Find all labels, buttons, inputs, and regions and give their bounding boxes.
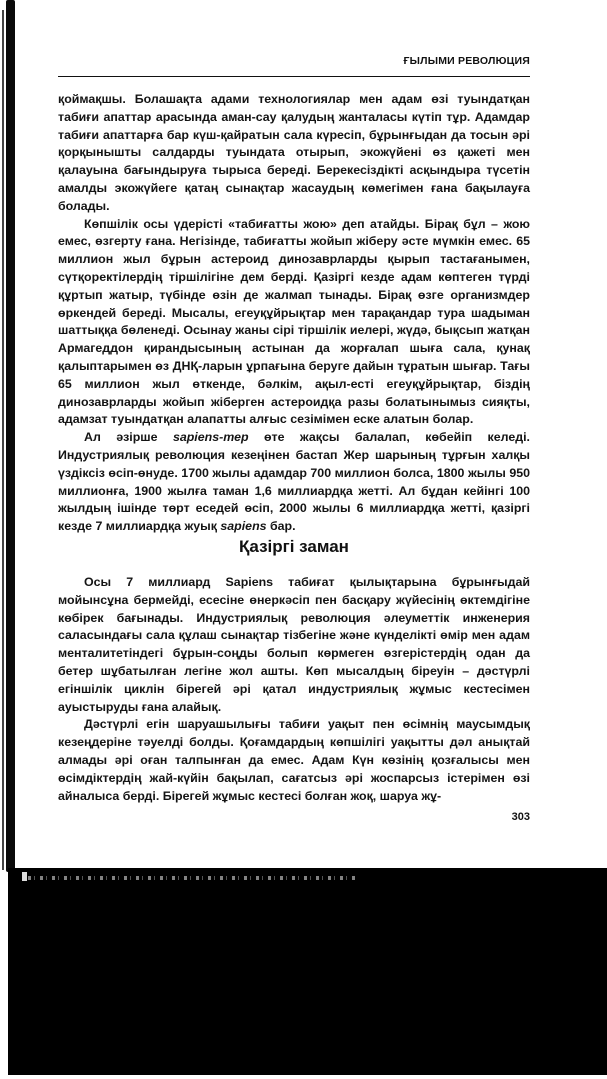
- header-rule: [58, 76, 530, 77]
- paragraph-2: Көпшілік осы үдерісті «табиғатты жою» деп атайды. Бірақ бұл – жою емес, өзгерту ғана. Негізінде, табиғатты жойып жіберу әсте мүмкін емес. 65 миллион жыл бұрын астероид динозаврларды қырып тастағанымен, сүтқоректілердің тіршілігіне дем берді. Қазіргі кезде адам көптеген түрді құртып жатыр, түбінде өзін де жалмап тынады. Бірақ өзге организмдер өркендей береді. Мысалы, егеуқұйрықтар мен тарақандар тура шадыман шаттыққа бөленеді. Осынау жаны сірі тіршілік иелері, жүдә, бықсып жатқан Армагеддон қирандысының астынан да жорғалап шыға сала, қунақ қалыптарымен өз ДНҚ-ларын ұрпағына беруге дайын тұратын шығар. Тағы 65 миллион жыл өткенде, бәлкім, ақыл-есті егеуқұйрықтар, біздің динозаврларды жойып жіберген астероидқа разы болатынымыз сияқты, адамзат туындатқан алапатты алғыс сезімімен еске алатын болар.: [58, 216, 530, 427]
- text-span: Ал әзірше: [84, 430, 173, 445]
- scan-artifact-mark: [22, 872, 27, 881]
- running-head: ҒЫЛЫМИ РЕВОЛЮЦИЯ: [403, 55, 530, 67]
- body-block-2: [58, 574, 530, 805]
- paragraph-5: Дәстүрлі егін шаруашылығы табиғи уақыт пен өсімнің маусымдық кезеңдеріне тәуелді болды. Қоғамдардың көпшілігі уақытты дәл анықтай алмады әрі оған талпынған да емес. Адам Күн көзінің қозғалысы мен өсімдіктердің жай-күйін бақылап, сағатсыз әрі жоспарсыз істерімен өзі айналыса берді. Бірегей жұмыс кестесі болған жоқ, шаруа жұ-: [58, 717, 530, 803]
- paragraph-1: қоймақшы. Болашақта адами технологиялар мен адам өзі туындатқан табиғи апаттар арасында аман-сау қалудың жанталасы күтіп тұр. Адамдар табиғи апаттарға бар күш-қайратын сала күресіп, бұрынғыдан да тосын әрі қорқынышты салдарды туындата отырып, экожүйені өз қажеті мен қалауына бағындыруға тырыса береді. Берекесіздікті асқындыра түсетін амалды экожүйеге қатаң сынақтар жасаудың көмегімен ғана бақылауға болады.: [58, 92, 530, 213]
- paragraph-4: Осы 7 миллиард Sapiens табиғат қылықтарына бұрынғыдай мойынсұна бермейді, есесіне өнеркәсіп пен басқару жүйесінің өктемдігіне көбірек бағынады. Индустриялық революция әлеуметтік инженерия саласындағы сала құлаш сынақтар тізбегіне және күнделікті өмір мен адам менталитетіндегі бұрын-соңды болып көрмеген өзгерістердің одан да бетер шұбатылған легіне жол ашты. Көп мысалдың біреуін – дәстүрлі егіншілік циклін бірегей әрі қатал индустриялық жұмыс кестесімен ауыстыруды ғана алайық.: [58, 575, 530, 714]
- scanner-black-border: [8, 868, 607, 1075]
- section-heading: Қазіргі заман: [239, 537, 349, 556]
- text-span: өте жақсы балалап, көбейіп келеді. Индустриялық революция кезеңінен бастап Жер шарының тұрғын халқы үздіксіз өсіп-өнуде. 1700 жылы адамдар 700 миллион болса, 1800 жылы 950 миллионға, 1900 жылға таман 1,6 миллиардқа жетті. Ал бұдан кейінгі 100 жылдың ішінде төрт еседей өсіп, 2000 жылы 6 миллиардқа жетті, қазіргі кезде 7 миллиардқа жуық: [58, 430, 530, 534]
- book-spine-shadow: [6, 0, 15, 872]
- body-block-1: [58, 91, 530, 536]
- text-span: бар.: [266, 519, 296, 534]
- italic-term: sapiens: [220, 519, 267, 534]
- page-number: 303: [511, 811, 530, 823]
- scan-artifact-noise: [28, 876, 358, 880]
- book-spine-edge: [2, 10, 4, 870]
- paragraph-3: [58, 429, 530, 536]
- italic-term: sapiens-тер: [172, 430, 249, 445]
